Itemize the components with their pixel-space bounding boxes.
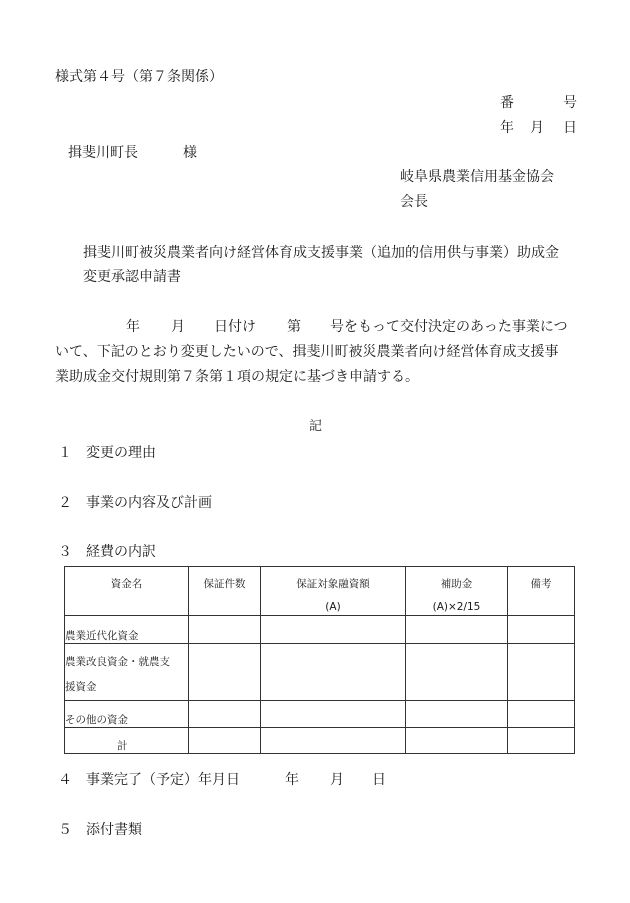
date-month-label: 月: [530, 120, 544, 136]
item-2-content-plan: ２ 事業の内容及び計画: [58, 495, 212, 511]
table-cell-total-label: 計: [65, 728, 189, 754]
table-cell: [261, 644, 406, 701]
table-cell: [261, 616, 406, 644]
document-title-line2: 変更承認申請書: [83, 269, 181, 285]
table-header-cell: 補助金 (A)×2/15: [406, 567, 508, 616]
table-cell: [189, 701, 261, 728]
date-day-label: 日: [563, 120, 577, 136]
body-line3: 業助成金交付規則第７条第１項の規定に基づき申請する。: [55, 369, 419, 385]
table-cell-fund-name: 農業改良資金・就農支 援資金: [65, 644, 189, 701]
table-header-row: [65, 567, 575, 616]
body-line2: いて、下記のとおり変更したいので、揖斐川町被災農業者向け経営体育成支援事: [55, 344, 559, 360]
table-cell: [508, 616, 575, 644]
table-header-cell: 保証対象融資額 (A): [261, 567, 406, 616]
item-5-attachments: ５ 添付書類: [58, 822, 142, 838]
table-cell: [508, 701, 575, 728]
table-cell: [406, 701, 508, 728]
table-cell: [261, 728, 406, 754]
addressee-name: 揖斐川町長: [68, 145, 138, 161]
table-header-cell: 備考: [508, 567, 575, 616]
date-year-label: 年: [500, 120, 514, 136]
table-row: [65, 701, 575, 728]
item-4-year: 年: [285, 772, 299, 788]
table-cell-fund-name: 農業近代化資金: [65, 616, 189, 644]
item-1-change-reason: １ 変更の理由: [58, 445, 156, 461]
table-header-cell: 資金名: [65, 567, 189, 616]
table-cell: [189, 616, 261, 644]
table-cell: [261, 701, 406, 728]
table-cell-fund-name: その他の資金: [65, 701, 189, 728]
item-3-expense-breakdown: ３ 経費の内訳: [58, 544, 156, 560]
table-cell: [189, 644, 261, 701]
body-line1-rest: 号をもって交付決定のあった事業につ: [330, 319, 568, 335]
form-id: 様式第４号（第７条関係）: [55, 69, 223, 85]
table-row: [65, 644, 575, 701]
item-4-completion-date-label: ４ 事業完了（予定）年月日: [58, 772, 240, 788]
table-cell: [189, 728, 261, 754]
table-row-total: [65, 728, 575, 754]
table-cell: [406, 728, 508, 754]
expense-table: [64, 566, 575, 754]
body-month: 月: [171, 319, 185, 335]
item-4-day: 日: [372, 772, 386, 788]
addressee-honorific: 様: [183, 145, 197, 161]
item-4-month: 月: [330, 772, 344, 788]
sender-title: 会長: [400, 194, 428, 210]
ki-heading: 記: [309, 419, 323, 434]
document-title-line1: 揖斐川町被災農業者向け経営体育成支援事業（追加的信用供与事業）助成金: [83, 245, 559, 261]
body-year: 年: [126, 319, 140, 335]
table-header-cell: 保証件数: [189, 567, 261, 616]
number-label-go: 号: [563, 95, 577, 111]
body-day-tsuke: 日付け: [214, 319, 256, 335]
table-cell: [406, 616, 508, 644]
number-label-ban: 番: [500, 95, 514, 111]
table-cell: [508, 644, 575, 701]
body-dai: 第: [287, 319, 301, 335]
table-cell: [508, 728, 575, 754]
sender-org: 岐阜県農業信用基金協会: [400, 169, 554, 185]
table-cell: [406, 644, 508, 701]
